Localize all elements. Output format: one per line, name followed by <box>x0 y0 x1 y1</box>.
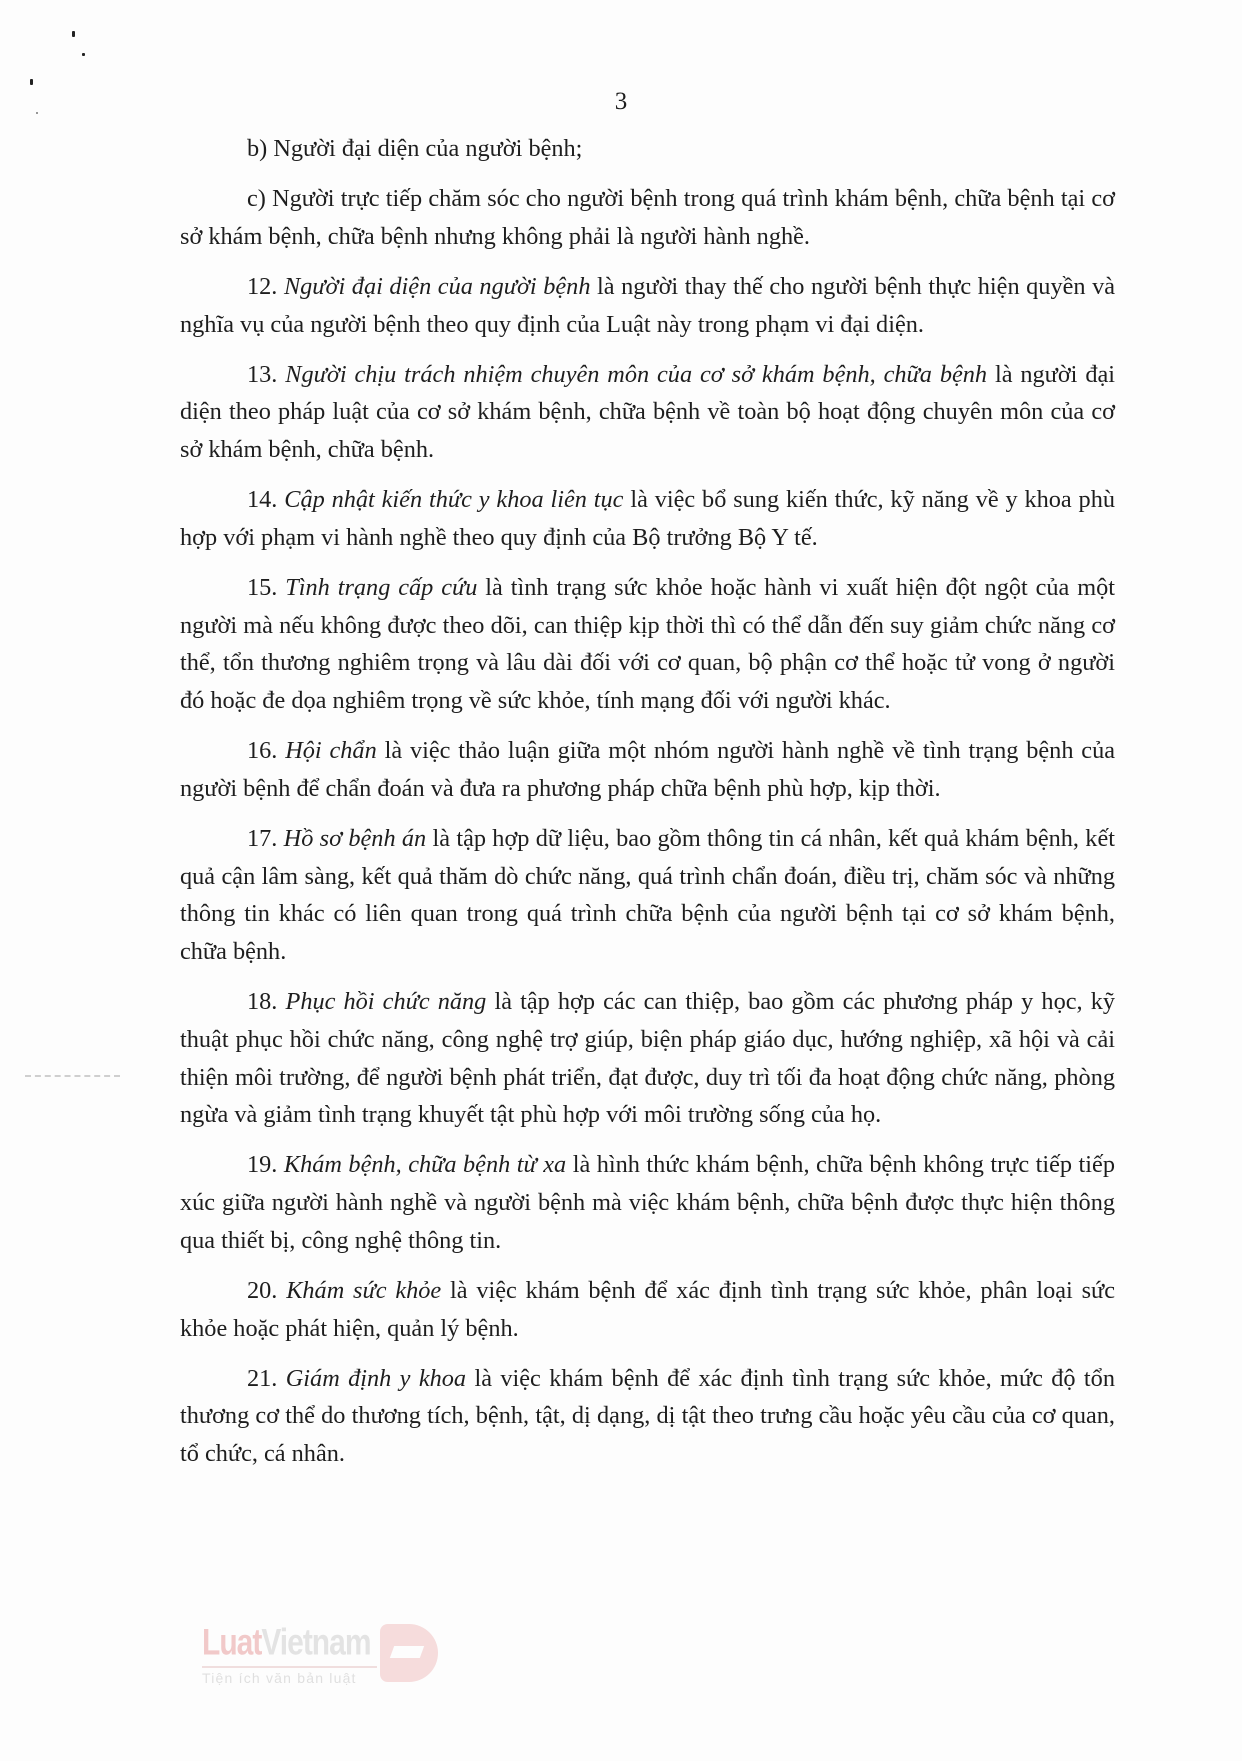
watermark-underline <box>202 1666 377 1668</box>
definition-number: 15. <box>247 573 278 601</box>
definition-20 <box>180 1272 1115 1347</box>
definition-text: là việc bổ sung kiến thức, kỹ năng về y khoa phù hợp với phạm vi hành nghề theo quy định của Bộ trưởng Bộ Y tế. <box>180 486 1115 551</box>
definition-text: là người đại diện theo pháp luật của cơ sở khám bệnh, chữa bệnh về toàn bộ hoạt động chuyên môn của cơ sở khám bệnh, chữa bệnh. <box>180 360 1115 464</box>
definition-number: 18. <box>247 988 278 1016</box>
defined-term: Hội chẩn <box>285 737 377 765</box>
definition-number: 14. <box>247 486 278 514</box>
margin-scan-mark <box>25 1075 120 1079</box>
definition-21 <box>180 1360 1115 1473</box>
definition-text: là hình thức khám bệnh, chữa bệnh không trực tiếp tiếp xúc giữa người hành nghề và người bệnh mà việc khám bệnh, chữa bệnh được thực hiện thông qua thiết bị, công nghệ thông tin. <box>180 1151 1115 1254</box>
document-body <box>180 130 1115 1485</box>
definition-17 <box>180 820 1115 971</box>
defined-term: Tình trạng cấp cứu <box>285 573 478 601</box>
watermark-tagline: Tiện ích văn bản luật <box>202 1670 357 1686</box>
definition-number: 20. <box>247 1276 278 1304</box>
page-number: 3 <box>614 88 628 115</box>
definition-18 <box>180 983 1115 1134</box>
definition-text: là việc khám bệnh để xác định tình trạng sức khỏe, mức độ tổn thương cơ thể do thương tích, bệnh, tật, dị dạng, dị tật theo trưng cầu hoặc yêu cầu của cơ quan, tổ chức, cá nhân. <box>180 1364 1115 1468</box>
definition-text: là việc khám bệnh để xác định tình trạng sức khỏe, phân loại sức khỏe hoặc phát hiện, quản lý bệnh. <box>180 1276 1116 1342</box>
defined-term: Khám sức khỏe <box>286 1276 442 1304</box>
definition-number: 13. <box>247 360 278 388</box>
definition-text: là người thay thế cho người bệnh thực hiện quyền và nghĩa vụ của người bệnh theo quy định của Luật này trong phạm vi đại diện. <box>180 272 1116 338</box>
definition-13 <box>180 356 1115 469</box>
defined-term: Cập nhật kiến thức y khoa liên tục <box>284 486 624 514</box>
definition-number: 21. <box>247 1364 278 1392</box>
definition-text: là việc thảo luận giữa một nhóm người hành nghề về tình trạng bệnh của người bệnh để chẩn đoán và đưa ra phương pháp chữa bệnh phù hợp, kịp thời. <box>180 737 1116 802</box>
definition-number: 19. <box>247 1151 278 1179</box>
defined-term: Khám bệnh, chữa bệnh từ xa <box>283 1151 567 1179</box>
defined-term: Người chịu trách nhiệm chuyên môn của cơ sở khám bệnh, chữa bệnh <box>285 360 988 388</box>
defined-term: Người đại diện của người bệnh <box>283 272 591 300</box>
scan-speck <box>30 79 33 85</box>
luatvietnam-watermark <box>202 1622 462 1702</box>
definition-text: là tình trạng sức khỏe hoặc hành vi xuất hiện đột ngột của một người mà nếu không được theo dõi, can thiệp kịp thời thì có thể dẫn đến suy giảm chức năng cơ thể, tổn thương nghiêm trọng và lâu dài đối với cơ quan, bộ phận cơ thể hoặc tử vong ở người đó hoặc đe dọa nghiêm trọng về sức khỏe, tính mạng đối với người khác. <box>180 573 1116 715</box>
scan-speck <box>82 53 85 56</box>
definition-15 <box>180 569 1115 720</box>
definition-16 <box>180 732 1115 807</box>
definition-number: 12. <box>247 272 278 300</box>
clause-text: Người trực tiếp chăm sóc cho người bệnh trong quá trình khám bệnh, chữa bệnh tại cơ sở khám bệnh, chữa bệnh nhưng không phải là người hành nghề. <box>180 185 1115 250</box>
definition-12 <box>180 268 1115 343</box>
defined-term: Hồ sơ bệnh án <box>283 824 427 852</box>
scan-speck <box>72 31 75 37</box>
definition-text: là tập hợp các can thiệp, bao gồm các phương pháp y học, kỹ thuật phục hồi chức năng, công nghệ trợ giúp, biện pháp giáo dục, hướng nghiệp, xã hội và cải thiện môi trường, để người bệnh phát triển, đạt được, duy trì tối đa hoạt động chức năng, phòng ngừa và giảm tình trạng khuyết tật phù hợp với môi trường sống của họ. <box>180 988 1115 1129</box>
definition-19 <box>180 1146 1115 1259</box>
arrow-logo-icon <box>380 1624 438 1682</box>
defined-term: Giám định y khoa <box>285 1364 467 1392</box>
definition-number: 16. <box>247 737 278 765</box>
definition-14 <box>180 481 1115 556</box>
clause-text: Người đại diện của người bệnh; <box>273 135 583 162</box>
defined-term: Phục hồi chức năng <box>285 988 487 1016</box>
clause-number: b) <box>247 135 268 162</box>
clause-c <box>180 180 1115 255</box>
watermark-logo-text: LuatVietnam <box>202 1622 371 1664</box>
clause-number: c) <box>247 185 266 213</box>
definition-text: là tập hợp dữ liệu, bao gồm thông tin cá nhân, kết quả khám bệnh, kết quả cận lâm sàng, kết quả thăm dò chức năng, quá trình chẩn đoán, điều trị, chăm sóc và những thông tin khác có liên quan trong quá trình chữa bệnh của người bệnh tại cơ sở khám bệnh, chữa bệnh. <box>180 824 1115 966</box>
definition-number: 17. <box>247 824 278 852</box>
clause-b <box>180 130 1115 168</box>
